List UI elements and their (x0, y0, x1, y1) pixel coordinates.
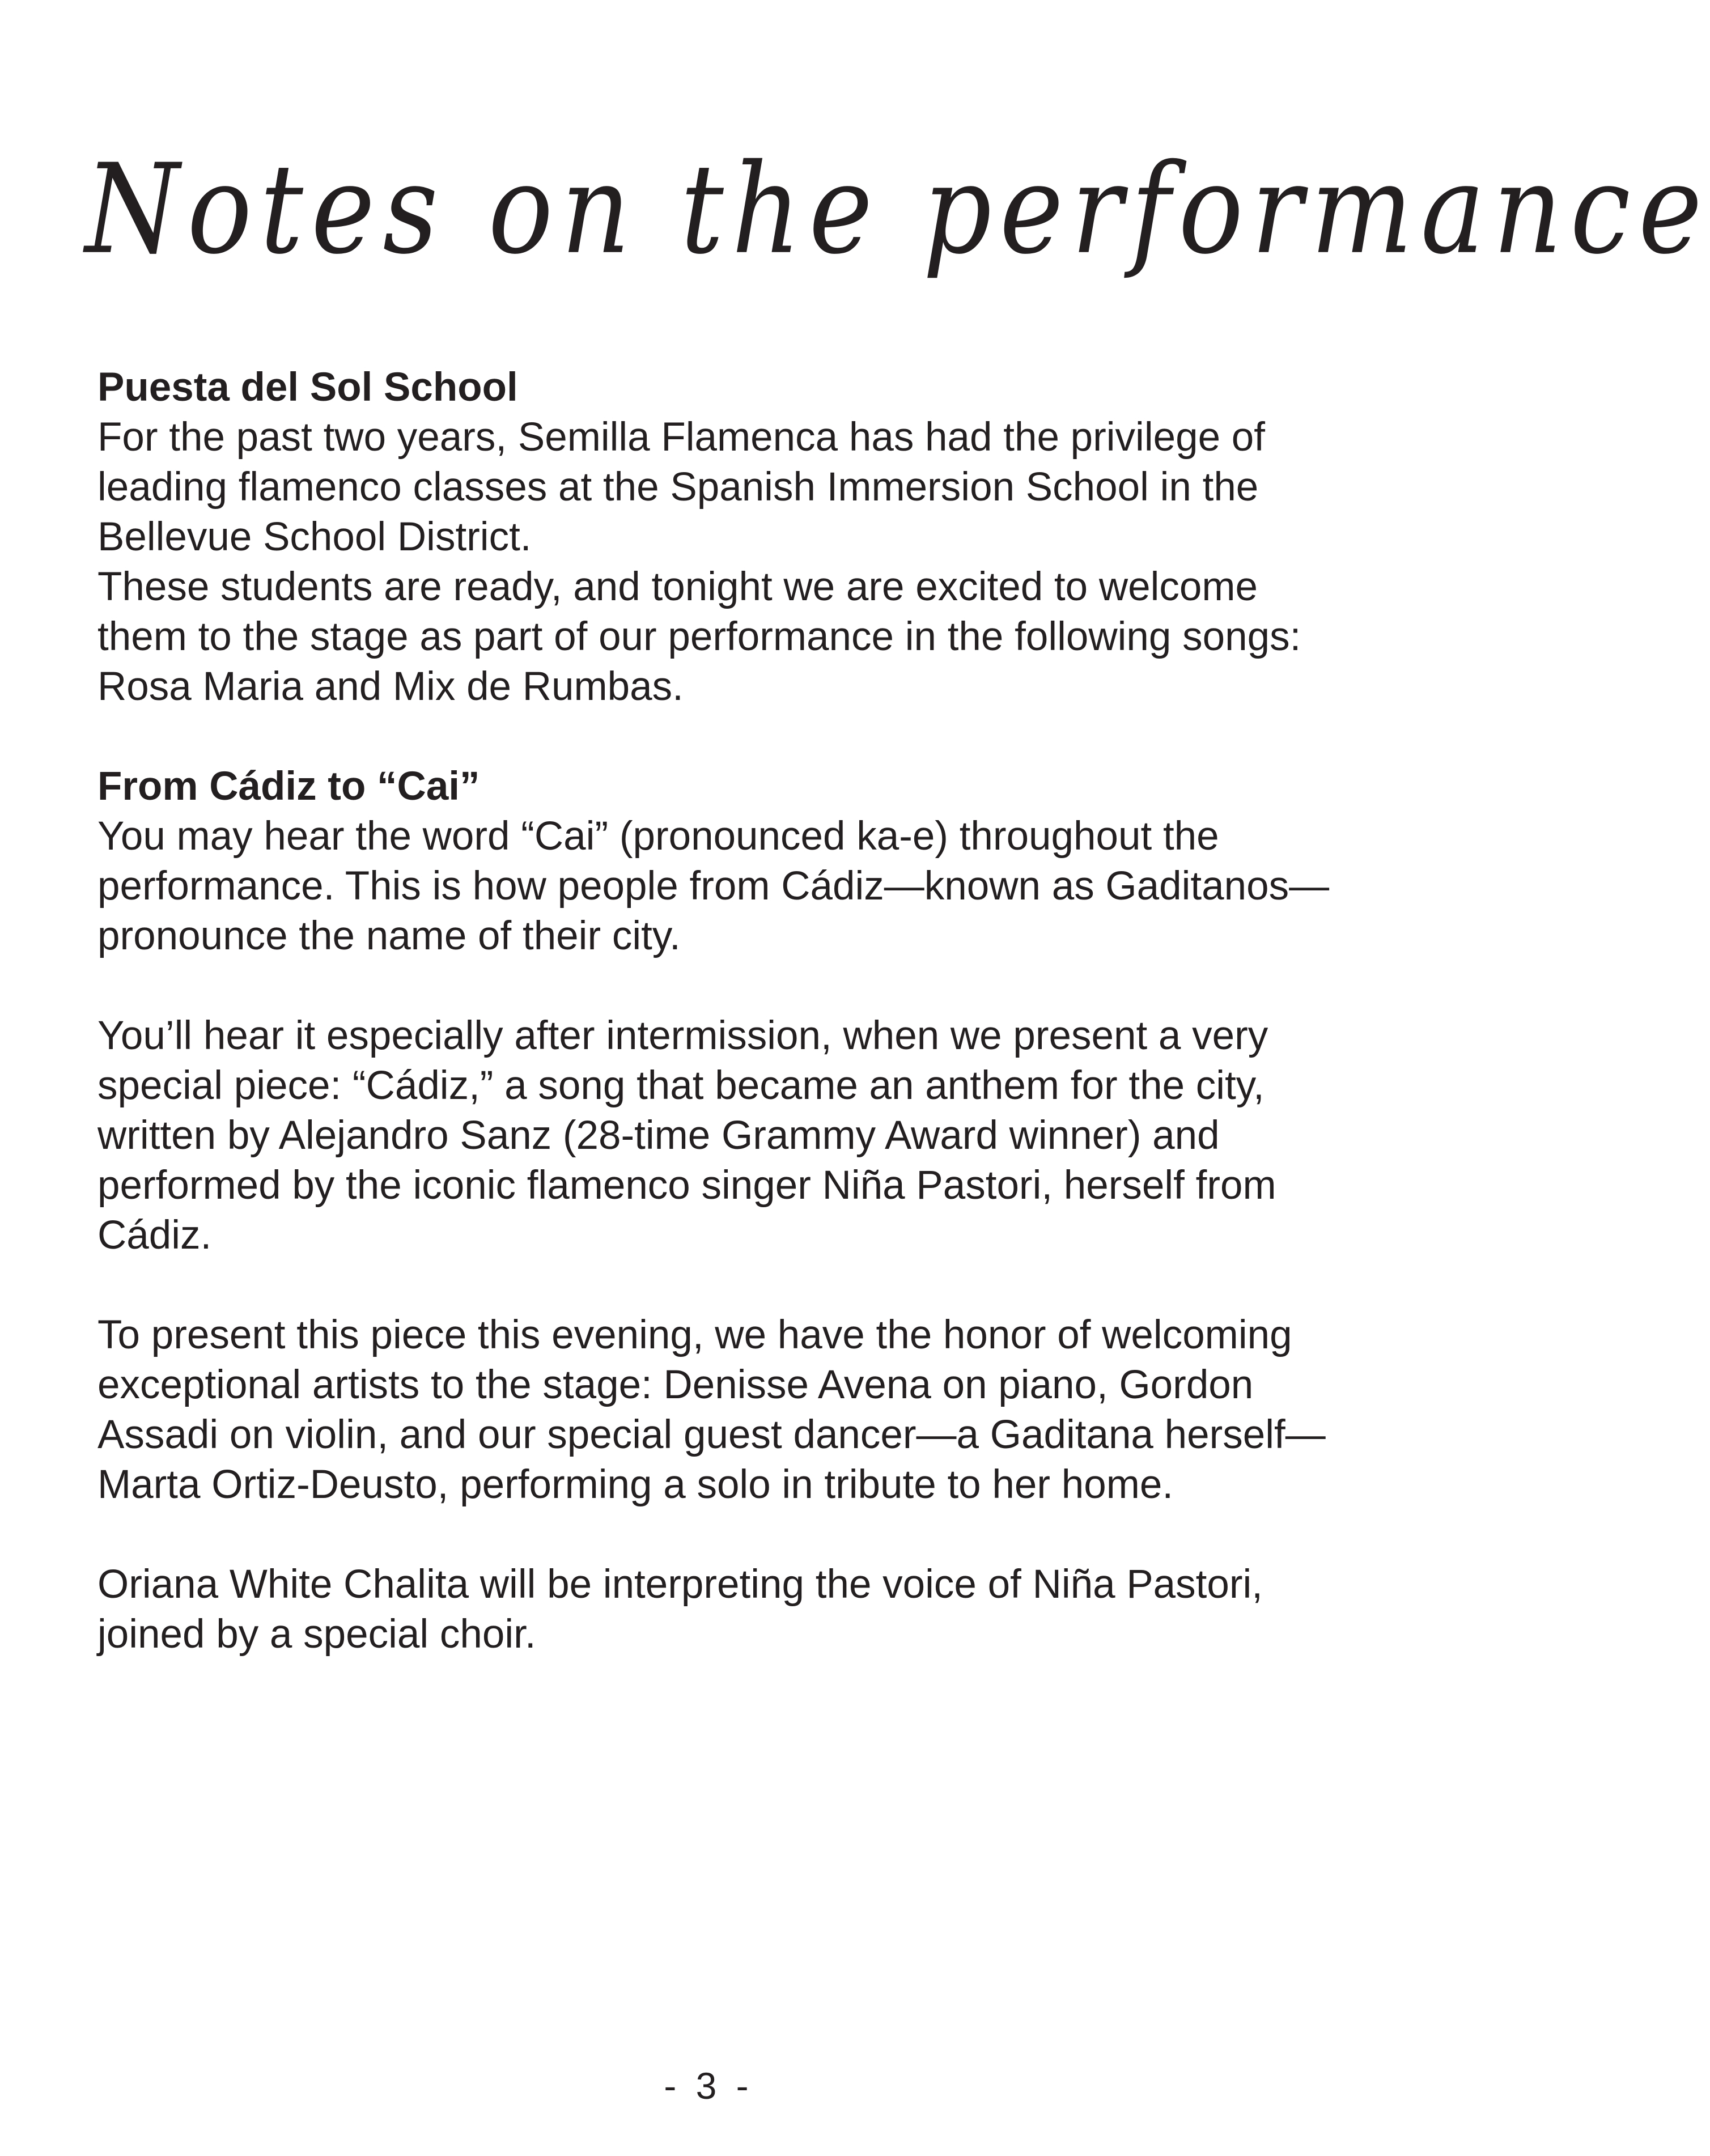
page-title: Notes on the performance (85, 137, 1710, 282)
paragraph: You may hear the word “Cai” (pronounced ka-e) throughout the performance. This is how people from Cádiz—known as Gaditanos—pronounce the name of their city. (97, 814, 1330, 958)
section-heading: From Cádiz to “Cai” (97, 764, 480, 809)
paragraph: You’ll hear it especially after intermission, when we present a very special piece: “Cádiz,” a song that became an anthem for the city, written by Alejandro Sanz (28-time Grammy Award winner) and performed by the iconic flamenco singer Niña Pastori, herself from Cádiz. (97, 1013, 1276, 1258)
notes-content (97, 363, 1344, 1709)
paragraph: To present this piece this evening, we have the honor of welcoming exceptional artists to the stage: Denisse Avena on piano, Gordon Assadi on violin, and our special guest dancer—a Gaditana herself—Marta Ortiz-Deusto, performing a solo in tribute to her home. (97, 1313, 1326, 1507)
paragraph: Oriana White Chalita will be interpreting the voice of Niña Pastori, joined by a special choir. (97, 1562, 1263, 1657)
section-puesta-del-sol (97, 363, 1344, 712)
paragraph: These students are ready, and tonight we are excited to welcome them to the stage as part of our performance in the following songs: Rosa Maria and Mix de Rumbas. (97, 565, 1301, 709)
section-from-cadiz (97, 762, 1344, 1660)
paragraph: For the past two years, Semilla Flamenca has had the privilege of leading flamenco classes at the Spanish Immersion School in the Bellevue School District. (97, 415, 1266, 559)
section-heading: Puesta del Sol School (97, 365, 518, 410)
page-number: - 3 - (664, 2065, 753, 2107)
